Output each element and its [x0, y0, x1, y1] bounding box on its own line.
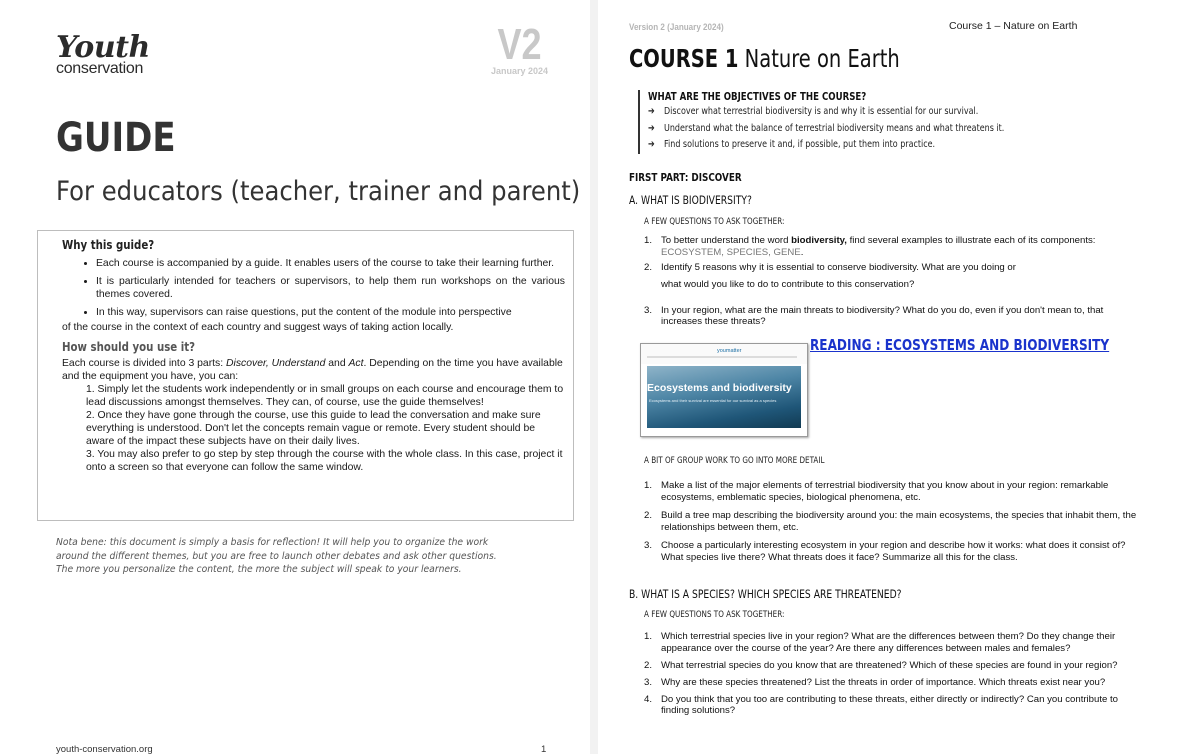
youth-conservation-logo	[56, 30, 150, 77]
questions-list-a	[644, 235, 1144, 328]
objectives-heading: WHAT ARE THE OBJECTIVES OF THE COURSE?	[648, 91, 867, 103]
list-item: 2. What terrestrial species do you know that are threatened? Which of these species are found in your region?	[644, 659, 1118, 671]
questions-label: A FEW QUESTIONS TO ASK TOGETHER:	[644, 217, 785, 227]
list-item: 2. Identify 5 reasons why it is essential to conserve biodiversity. What are you doing or what would you like to do to contribute to this conservation?	[644, 262, 1016, 290]
list-item: 2. Build a tree map describing the biodiversity around you: the main ecosystems, the species that inhabit them, the relationships between them, etc.	[644, 510, 1137, 533]
objective-item: ➔ Find solutions to preserve it and, if possible, put them into practice.	[648, 137, 1064, 154]
list-item: 4. Do you think that you too are contributing to these threats, either directly or indirectly? Can you contribute to finding solutions?	[644, 693, 1119, 716]
page-title: GUIDE	[56, 115, 176, 161]
how-heading: How should you use it?	[62, 340, 196, 354]
objectives-box	[638, 90, 1168, 154]
thumb-title: Ecosystems and biodiversity	[647, 382, 792, 394]
arrow-right-icon: ➔	[648, 122, 655, 134]
logo-wordmark-bottom: conservation	[56, 60, 144, 77]
list-item: 1. Which terrestrial species live in your region? What are the differences between them? Do they change their appearance over the course of the year? Are there any differences between males and females?	[644, 631, 1116, 654]
objective-item: ➔ Discover what terrestrial biodiversity is and why it is essential for our survival.	[648, 104, 1064, 121]
step-item: 1. Simply let the students work independently or in small groups on each course and encourage them to lead discussions amongst themselves. They can, of course, use the guide themselves!	[86, 384, 564, 408]
arrow-right-icon: ➔	[648, 106, 655, 117]
questions-list-b	[644, 631, 1144, 722]
reading-thumbnail[interactable]	[640, 343, 808, 437]
section-a-heading: A. WHAT IS BIODIVERSITY?	[629, 193, 752, 207]
bullet-continuation: of the course in the context of each country and suggest ways of taking action locally.	[62, 322, 454, 333]
how-steps	[62, 383, 565, 474]
group-work-label: A BIT OF GROUP WORK TO GO INTO MORE DETAIL	[644, 456, 825, 466]
how-intro: Each course is divided into 3 parts: Discover, Understand and Act. Depending on the time you have available and the equipment you have, you can:	[62, 358, 563, 382]
left-page	[0, 0, 590, 754]
group-work-list	[644, 480, 1144, 570]
list-item: 3. In your region, what are the main threats to biodiversity? What do you do, even if you don't mean to, that increases these threats?	[644, 304, 1104, 327]
biodiversity-terms: ECOSYSTEM, SPECIES, GENE	[661, 246, 801, 258]
arrow-right-icon: ➔	[648, 139, 655, 150]
step-item: 3. You may also prefer to go step by step through the course with the whole class. In this case, project it onto a screen so that everyone can follow the same window.	[86, 449, 563, 473]
header-version: Version 2 (January 2024)	[629, 22, 724, 33]
course-title: COURSE 1 Nature on Earth	[629, 44, 900, 73]
guide-info-box	[37, 230, 574, 521]
list-item: 3. Choose a particularly interesting ecosystem in your region and describe how it works: what does it consist of? What species live there? What threats does it face? Summarize all this for the class.	[644, 540, 1126, 563]
objective-item: ➔ Understand what the balance of terrestrial biodiversity means and what threatens it.	[648, 121, 1064, 138]
part-heading: FIRST PART: DISCOVER	[629, 171, 742, 184]
list-item: 3. Why are these species threatened? List the threats in order of importance. Which threats exist near you?	[644, 676, 1106, 688]
version-date: January 2024	[490, 66, 548, 76]
list-item: • It is particularly intended for teachers or supervisors, to help them run workshops on the various themes covered.	[96, 275, 565, 301]
nota-bene: Nota bene: this document is simply a basis for reflection! It will help you to organize the work around the different themes, but you are free to launch other debates and ask other questions. The more you personalize the content, the more the subject will speak to your learners.	[56, 537, 497, 575]
list-item: 1. To better understand the word biodiversity, find several examples to illustrate each of its components: ECOSYSTEM, SPECIES, GENE.	[644, 235, 1096, 258]
version-number: V2	[497, 20, 542, 69]
page-number: 1	[541, 744, 547, 754]
right-page	[598, 0, 1194, 754]
questions-label-b: A FEW QUESTIONS TO ASK TOGETHER:	[644, 610, 785, 620]
header-course: Course 1 – Nature on Earth	[949, 20, 1078, 32]
step-item: 2. Once they have gone through the course, use this guide to lead the conversation and make sure everything is understood. Don't let the concepts remain vague or remote. Every student should be aware of the impact these subjects have on their daily lives.	[86, 410, 541, 447]
list-item: • In this way, supervisors can raise questions, put the content of the module into perspective	[96, 306, 565, 319]
reading-link[interactable]: READING : ECOSYSTEMS AND BIODIVERSITY	[810, 336, 1110, 354]
logo-wordmark-top: Youth	[56, 30, 150, 65]
page-gutter	[590, 0, 598, 754]
why-bullet-list	[62, 257, 565, 319]
thumb-subtitle: Ecosystems and their survival are essential for our survival as a species	[649, 398, 777, 403]
thumb-photo	[647, 366, 801, 428]
thumb-brand: youmatter	[717, 348, 742, 354]
version-stamp	[491, 22, 548, 76]
section-b-heading: B. WHAT IS A SPECIES? WHICH SPECIES ARE THREATENED?	[629, 587, 902, 601]
why-heading: Why this guide?	[62, 238, 155, 252]
list-item: 1. Make a list of the major elements of terrestrial biodiversity that you know about in your region: remarkable ecosystems, emblematic species, biological phenomena, etc.	[644, 480, 1109, 503]
footer-url: youth-conservation.org	[56, 744, 153, 754]
list-item: • Each course is accompanied by a guide. It enables users of the course to take their learning further.	[96, 257, 565, 270]
page-subtitle: For educators (teacher, trainer and parent)	[56, 176, 581, 207]
